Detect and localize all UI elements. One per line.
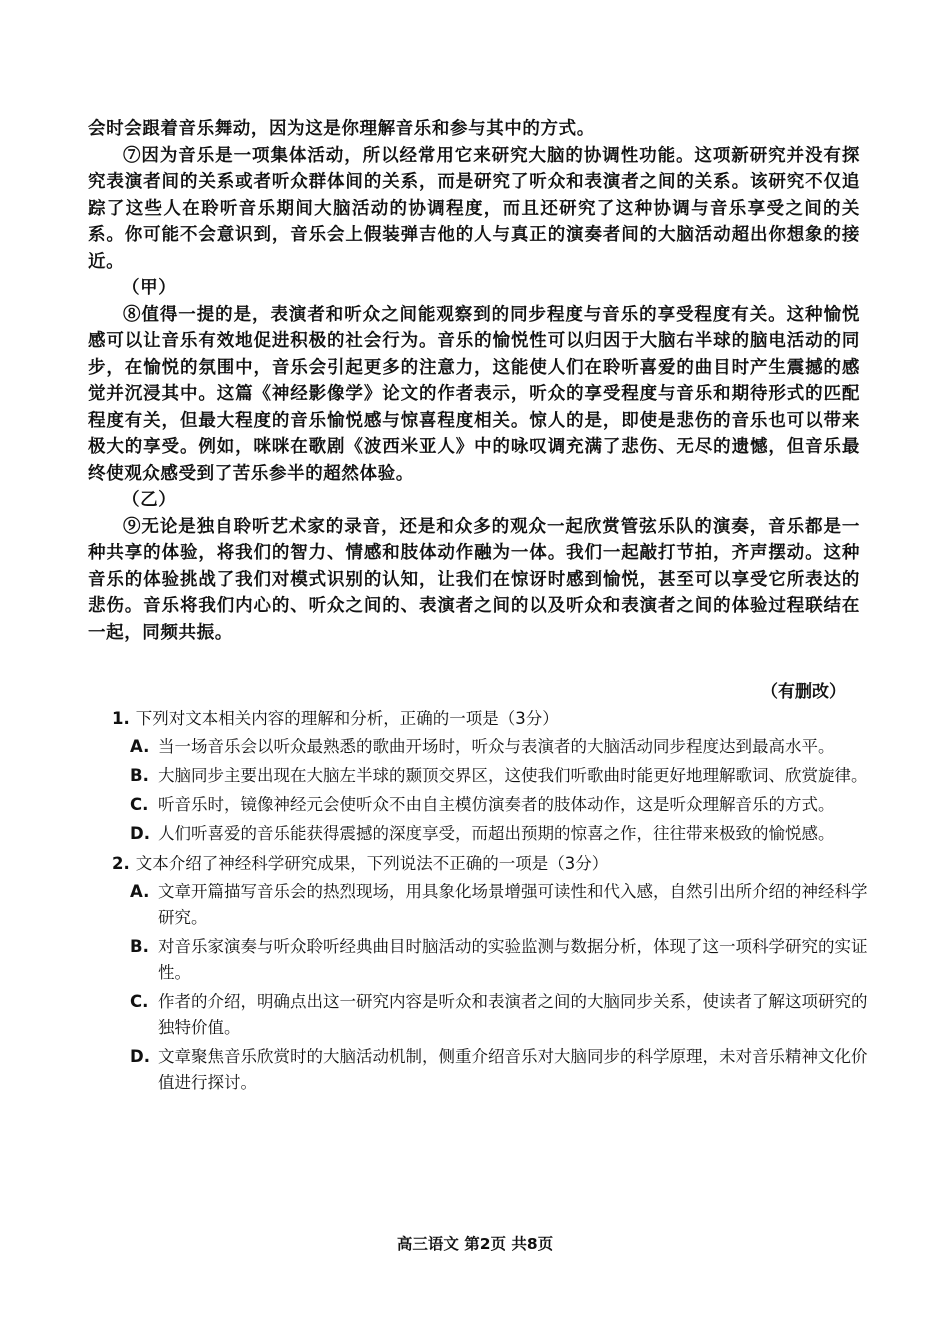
option-c: [130, 989, 870, 1041]
option-letter: A.: [130, 737, 150, 756]
marker-yi: （乙）: [122, 490, 177, 510]
option-letter: D.: [130, 1047, 150, 1066]
question-list: [112, 702, 870, 1099]
paragraph-8: ⑧值得一提的是，表演者和听众之间能观察到的同步程度与音乐的享受程度有关。这种愉悦感可以让音乐有效地促进积极的社会行为。音乐的愉悦性可以归因于大脑右半球的脑电活动的同步，在愉悦的氛围中，音乐会引起更多的注意力，这能使人们在聆听喜爱的曲目时产生震撼的感觉并沉浸其中。这篇《神经影像学》论文的作者表示，听众的享受程度与音乐和期待形式的匹配程度有关，但最大程度的音乐愉悦感与惊喜程度相关。惊人的是，即使是悲伤的音乐也可以带来极大的享受。例如，咪咪在歌剧《波西米亚人》中的咏叹调充满了悲伤、无尽的遗憾，但音乐最终使观众感受到了苦乐参半的超然体验。: [88, 304, 860, 484]
option-letter: A.: [130, 882, 150, 901]
option-a: [130, 734, 870, 760]
option-text: 对音乐家演奏与听众聆听经典曲目时脑活动的实验监测与数据分析，体现了这一项科学研究的实证性。: [158, 937, 868, 982]
question-text: 文本介绍了神经科学研究成果，下列说法不正确的一项是（3分）: [135, 854, 609, 873]
marker-jia: （甲）: [122, 278, 177, 298]
option-text: 文章开篇描写音乐会的热烈现场，用具象化场景增强可读性和代入感，自然引出所介绍的神经科学研究。: [158, 882, 868, 927]
option-letter: D.: [130, 824, 150, 843]
question-number: 1.: [112, 709, 130, 728]
option-c: [130, 792, 870, 818]
abridged-note: （有删改）: [761, 682, 846, 702]
paragraph-9: ⑨无论是独自聆听艺术家的录音，还是和众多的观众一起欣赏管弦乐队的演奏，音乐都是一种共享的体验，将我们的智力、情感和肢体动作融为一体。我们一起敲打节拍，齐声摆动。这种音乐的体验挑战了我们对模式识别的认知，让我们在惊讶时感到愉悦，甚至可以享受它所表达的悲伤。音乐将我们内心的、听众之间的、表演者之间的以及听众和表演者之间的体验过程联结在一起，同频共振。: [88, 516, 860, 643]
option-text: 当一场音乐会以听众最熟悉的歌曲开场时，听众与表演者的大脑活动同步程度达到最高水平。: [158, 737, 835, 756]
question-number: 2.: [112, 854, 130, 873]
option-b: [130, 934, 870, 986]
passage-continuation: 会时会跟着音乐舞动，因为这是你理解音乐和参与其中的方式。: [88, 119, 595, 139]
question-2: [112, 851, 870, 1096]
option-text: 文章聚焦音乐欣赏时的大脑活动机制，侧重介绍音乐对大脑同步的科学原理，未对音乐精神文化价值进行探讨。: [158, 1047, 868, 1092]
question-text: 下列对文本相关内容的理解和分析，正确的一项是（3分）: [135, 709, 559, 728]
option-d: [130, 1044, 870, 1096]
paragraph-7: ⑦因为音乐是一项集体活动，所以经常用它来研究大脑的协调性功能。这项新研究并没有探究表演者间的关系或者听众群体间的关系，而是研究了听众和表演者之间的关系。该研究不仅追踪了这些人在聆听音乐期间大脑活动的协调程度，而且还研究了这种协调与音乐享受之间的关系。你可能不会意识到，音乐会上假装弹吉他的人与真正的演奏者间的大脑活动超出你想象的接近。: [88, 145, 860, 272]
option-letter: B.: [130, 766, 149, 785]
option-text: 听音乐时，镜像神经元会使听众不由自主模仿演奏者的肢体动作，这是听众理解音乐的方式。: [158, 795, 835, 814]
question-stem: [112, 851, 870, 877]
question-stem: [112, 706, 870, 732]
option-text: 作者的介绍，明确点出这一研究内容是听众和表演者之间的大脑同步关系，使读者了解这项研究的独特价值。: [158, 992, 868, 1037]
option-text: 大脑同步主要出现在大脑左半球的颞顶交界区，这使我们听歌曲时能更好地理解歌词、欣赏旋律。: [158, 766, 868, 785]
option-d: [130, 821, 870, 847]
option-letter: C.: [130, 992, 149, 1011]
question-1: [112, 706, 870, 847]
option-a: [130, 879, 870, 931]
option-text: 人们听喜爱的音乐能获得震撼的深度享受，而超出预期的惊喜之作，往往带来极致的愉悦感。: [158, 824, 835, 843]
page-footer: 高三语文 第2页 共8页: [396, 1235, 554, 1253]
reading-passage: [88, 116, 860, 646]
option-letter: B.: [130, 937, 149, 956]
option-letter: C.: [130, 795, 149, 814]
option-b: [130, 763, 870, 789]
